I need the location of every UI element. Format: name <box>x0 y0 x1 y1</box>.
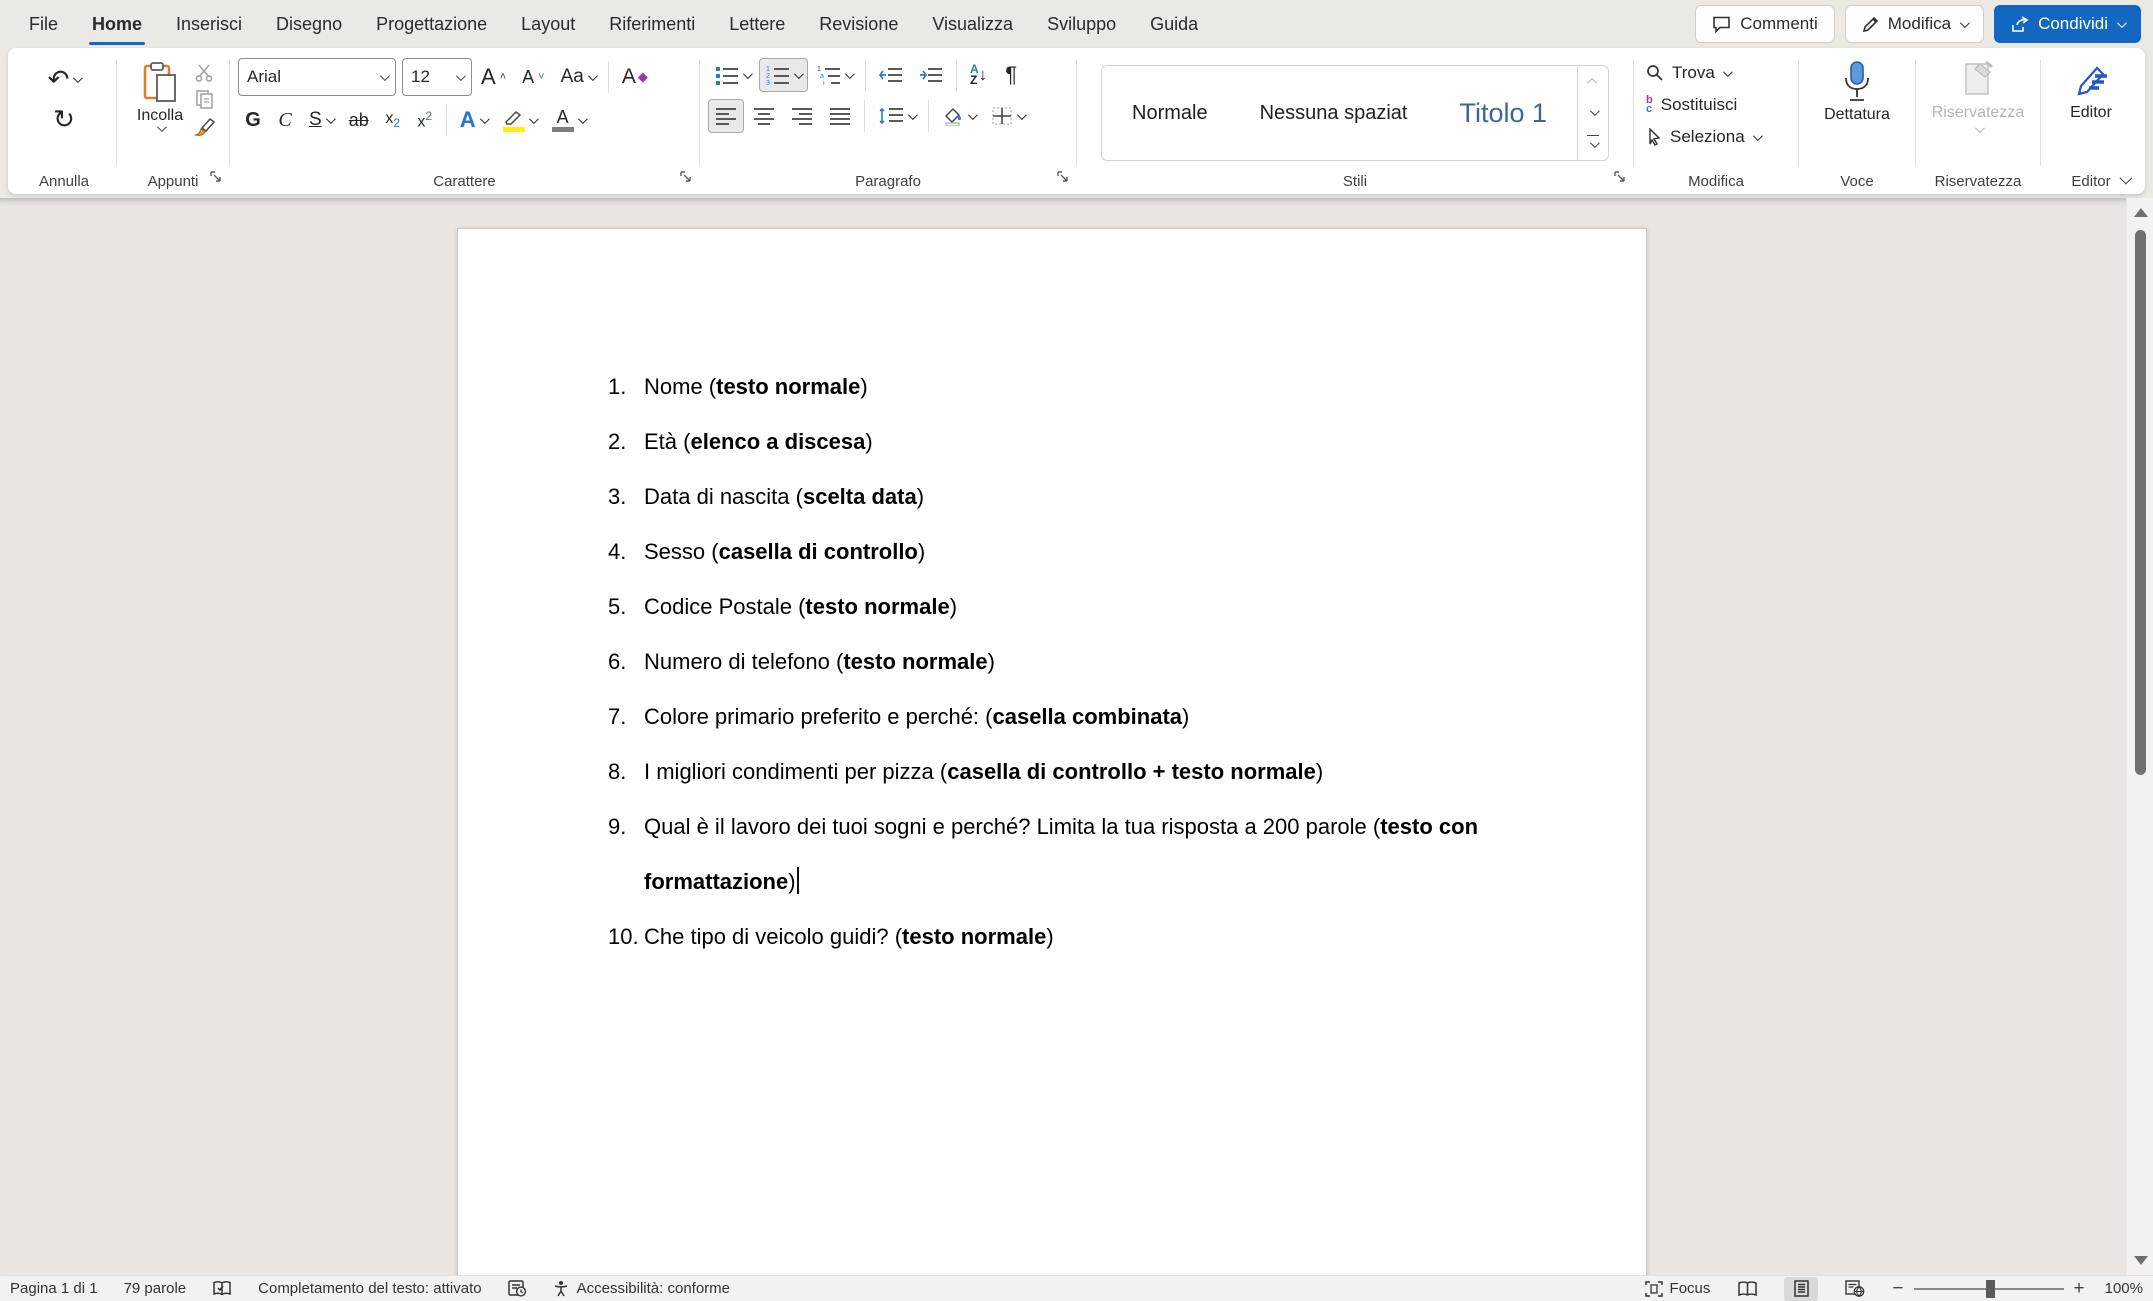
zoom-slider-track[interactable] <box>1914 1288 2064 1290</box>
list-item <box>608 524 1538 579</box>
list-text: I migliori condimenti per pizza (casella di controllo + testo normale) <box>644 759 1324 784</box>
clipboard-group <box>119 54 227 192</box>
chevron-down-icon <box>1017 110 1027 120</box>
format-painter-icon[interactable] <box>193 116 217 138</box>
ribbon <box>8 48 2145 194</box>
underline-icon: S <box>309 109 322 130</box>
borders-icon <box>991 106 1013 126</box>
undo-group-label: Annulla <box>38 173 90 190</box>
justify-icon <box>829 107 851 125</box>
gallery-expand-icon[interactable] <box>1578 129 1608 160</box>
read-mode-button[interactable] <box>1730 1277 1764 1301</box>
comments-button[interactable] <box>1695 5 1834 43</box>
numbered-list-icon <box>766 65 790 85</box>
privacy-group-label: Riservatezza <box>1934 173 2022 190</box>
paste-label: Incolla <box>136 107 184 124</box>
share-icon <box>2011 16 2029 33</box>
subscript-button[interactable] <box>378 103 408 137</box>
list-text: Sesso (casella di controllo) <box>644 539 926 564</box>
italic-button[interactable] <box>270 103 300 137</box>
document-page[interactable] <box>457 228 1647 1275</box>
italic-icon: C <box>278 108 292 131</box>
align-right-icon <box>791 107 813 125</box>
editing-mode-button[interactable] <box>1845 5 1984 43</box>
paragraph-group-label: Paragrafo <box>855 173 921 190</box>
accessibility-status[interactable]: Accessibilità: conforme <box>553 1276 730 1301</box>
list-text: Numero di telefono (testo normale) <box>644 649 995 674</box>
show-formatting-button[interactable] <box>996 58 1026 92</box>
chevron-down-icon <box>743 69 753 79</box>
privacy-button[interactable] <box>1918 54 2038 133</box>
menu-tab-inserisci[interactable]: Inserisci <box>176 13 243 34</box>
chevron-down-icon <box>73 73 83 83</box>
chevron-down-icon <box>456 71 466 81</box>
menu-tab-file[interactable]: File <box>29 13 59 34</box>
sort-button[interactable] <box>963 58 994 92</box>
scroll-up-icon[interactable] <box>2134 208 2148 217</box>
grow-font-button[interactable]: A ˄ <box>481 64 507 89</box>
dialog-launcher-icon[interactable] <box>210 170 222 188</box>
privacy-group <box>1918 54 2038 192</box>
ribbon-tabs <box>12 0 1215 48</box>
list-item <box>608 909 1538 964</box>
chevron-down-icon <box>908 110 918 120</box>
separator <box>865 59 866 91</box>
list-text: Codice Postale (testo normale) <box>644 594 958 619</box>
group-separator <box>1915 60 1916 166</box>
redo-button[interactable] <box>46 102 82 136</box>
group-separator <box>229 60 230 166</box>
separator <box>956 59 957 91</box>
list-item <box>608 744 1538 799</box>
comments-label: Commenti <box>1740 14 1818 33</box>
print-layout-button[interactable] <box>1784 1277 1818 1301</box>
strikethrough-button[interactable] <box>342 103 376 137</box>
font-color-button[interactable] <box>545 103 592 137</box>
menu-tab-disegno[interactable]: Disegno <box>276 13 343 34</box>
list-item <box>608 579 1538 634</box>
document-area <box>0 198 2153 1275</box>
menu-tab-guida[interactable]: Guida <box>1150 13 1199 34</box>
replace-label: Sostituisci <box>1660 95 1738 114</box>
list-text: Che tipo di veicolo guidi? (testo normale) <box>644 924 1054 949</box>
shrink-font-icon: A <box>522 66 535 87</box>
chevron-down-icon <box>1723 67 1733 77</box>
dialog-launcher-icon[interactable] <box>1614 170 1626 188</box>
svg-text:1: 1 <box>766 66 770 73</box>
editing-group <box>1636 54 1796 192</box>
dialog-launcher-icon[interactable] <box>1057 170 1069 188</box>
bullet-list-button[interactable] <box>708 58 757 92</box>
borders-button[interactable] <box>984 99 1031 133</box>
page-count[interactable]: Pagina 1 di 1 <box>10 1280 98 1297</box>
dialog-launcher-icon[interactable] <box>680 170 692 188</box>
menu-tab-progettazione[interactable]: Progettazione <box>376 13 488 34</box>
font-group-label: Carattere <box>433 173 496 190</box>
change-case-icon: Aa <box>560 66 584 87</box>
cut-icon[interactable] <box>193 62 217 82</box>
menu-tab-visualizza[interactable]: Visualizza <box>932 13 1014 34</box>
web-layout-icon <box>1845 1280 1865 1297</box>
read-mode-icon <box>1737 1281 1758 1297</box>
zoom-in-icon[interactable]: + <box>2073 1277 2085 1299</box>
bold-button[interactable] <box>238 103 268 137</box>
zoom-out-icon[interactable]: − <box>1892 1277 1904 1299</box>
comment-icon <box>1712 16 1731 33</box>
list-text: Colore primario preferito e perché: (casella combinata) <box>644 704 1190 729</box>
superscript-button[interactable] <box>410 103 440 137</box>
list-number: 3. <box>608 484 627 509</box>
group-separator <box>1798 60 1799 166</box>
clear-formatting-icon: A <box>621 65 636 88</box>
grow-font-icon: A <box>481 64 496 89</box>
svg-text:i: i <box>823 80 825 85</box>
list-text: Età (elenco a discesa) <box>644 429 873 454</box>
menu-tab-riferimenti[interactable]: Riferimenti <box>609 13 696 34</box>
multilevel-list-button[interactable] <box>810 58 859 92</box>
sort-icon: A Z ↓ <box>970 62 988 87</box>
chevron-down-icon <box>968 110 978 120</box>
chevron-down-icon <box>1974 123 1984 133</box>
highlight-button[interactable] <box>496 103 543 137</box>
strikethrough-icon: ab <box>348 109 369 130</box>
chevron-down-icon <box>588 71 598 81</box>
menu-tab-revisione[interactable]: Revisione <box>819 13 899 34</box>
chevron-down-icon <box>1753 131 1763 141</box>
list-item <box>608 799 1538 909</box>
editor-label: Editor <box>2070 104 2112 121</box>
voice-group <box>1801 54 1913 192</box>
select-label: Seleziona <box>1670 127 1745 146</box>
align-center-icon <box>753 107 775 125</box>
line-spacing-icon <box>878 107 904 125</box>
zoom-level[interactable]: 100% <box>2104 1280 2143 1297</box>
proofing-icon[interactable] <box>212 1276 232 1301</box>
voice-group-label: Voce <box>1840 173 1874 190</box>
chevron-down-icon <box>480 114 490 124</box>
line-spacing-button[interactable] <box>871 99 922 133</box>
list-item <box>608 414 1538 469</box>
word-count[interactable]: 79 parole <box>123 1280 187 1297</box>
list-number: 1. <box>608 374 627 399</box>
subscript-icon: $x_2$ <box>385 109 401 131</box>
group-separator <box>116 60 117 166</box>
shading-button[interactable] <box>935 99 982 133</box>
text-prediction-icon[interactable] <box>508 1276 527 1301</box>
document-numbered-list <box>608 359 1538 964</box>
font-family-select[interactable] <box>238 58 396 96</box>
group-separator <box>2040 60 2041 166</box>
text-effects-icon: A <box>459 107 476 132</box>
list-text: Nome (testo normale) <box>644 374 868 399</box>
change-case-button[interactable] <box>554 60 602 94</box>
privacy-label: Riservatezza <box>1931 104 2025 121</box>
gallery-down-icon[interactable] <box>1578 97 1608 128</box>
styles-gallery-arrows <box>1577 65 1609 161</box>
decrease-indent-button[interactable] <box>872 58 910 92</box>
scroll-down-icon[interactable] <box>2134 1256 2148 1265</box>
text-completion-status[interactable]: Completamento del testo: attivato <box>258 1280 482 1297</box>
chevron-down-icon <box>529 114 539 124</box>
list-number: 2. <box>608 429 627 454</box>
align-left-icon <box>715 107 737 125</box>
clipboard-group-label: Appunti <box>147 173 199 190</box>
paragraph-group <box>702 54 1074 192</box>
microphone-icon <box>1842 60 1872 102</box>
redo-icon: ↻ <box>53 104 75 134</box>
chevron-down-icon <box>1960 18 1970 28</box>
zoom-slider[interactable] <box>1892 1278 2084 1300</box>
menu-tab-sviluppo[interactable]: Sviluppo <box>1047 13 1117 34</box>
chevron-down-icon <box>845 69 855 79</box>
bold-icon: G <box>245 108 261 131</box>
dictate-label: Dettatura <box>1824 106 1890 123</box>
cursor-arrow-icon <box>1646 128 1662 146</box>
font-family-value: Arial <box>247 67 282 86</box>
svg-text:a: a <box>820 73 824 80</box>
print-layout-icon <box>1794 1280 1809 1297</box>
multilevel-list-icon <box>817 65 841 85</box>
list-number: 7. <box>608 704 627 729</box>
group-separator <box>699 60 700 166</box>
replace-icon: b c <box>1646 94 1653 115</box>
share-label: Condividi <box>2038 14 2108 33</box>
zoom-slider-thumb[interactable] <box>1986 1280 1995 1298</box>
list-item <box>608 469 1538 524</box>
list-number: 4. <box>608 539 627 564</box>
styles-group <box>1079 54 1631 192</box>
numbered-list-button[interactable] <box>759 58 808 92</box>
find-label: Trova <box>1672 63 1715 82</box>
style-item-3[interactable]: Titolo 1 <box>1459 97 1547 128</box>
menu-tab-home[interactable]: Home <box>75 0 159 48</box>
chevron-down-icon <box>2117 18 2127 28</box>
status-bar <box>0 1275 2153 1301</box>
increase-indent-icon <box>919 66 943 84</box>
chevron-down-icon <box>578 114 588 124</box>
group-separator <box>1076 60 1077 166</box>
editing-group-label: Modifica <box>1688 173 1744 190</box>
shading-icon <box>942 106 964 126</box>
clear-formatting-button[interactable]: A ◆ <box>621 65 648 88</box>
list-text: Data di nascita (scelta data) <box>644 484 925 509</box>
list-item <box>608 359 1538 414</box>
undo-icon: ↶ <box>47 64 70 94</box>
bullet-list-icon <box>715 65 739 85</box>
focus-mode-button[interactable]: Focus <box>1645 1276 1711 1301</box>
text-effects-button[interactable] <box>453 103 494 137</box>
list-number: 9. <box>608 814 627 839</box>
list-number: 8. <box>608 759 627 784</box>
chevron-down-icon <box>326 114 336 124</box>
menu-tab-lettere[interactable]: Lettere <box>729 13 786 34</box>
share-button[interactable] <box>1994 5 2141 43</box>
paste-button[interactable] <box>129 58 191 135</box>
font-color-icon: A <box>552 109 574 132</box>
pencil-icon <box>1862 16 1879 33</box>
separator <box>928 100 929 132</box>
highlighter-icon <box>503 109 525 132</box>
editor-pen-icon <box>2071 60 2111 100</box>
font-size-select[interactable] <box>402 58 472 96</box>
gallery-up-icon[interactable] <box>1578 66 1608 97</box>
copy-icon[interactable] <box>193 88 217 110</box>
align-right-button[interactable] <box>784 99 820 133</box>
find-button[interactable] <box>1646 60 1730 86</box>
undo-button[interactable] <box>41 62 88 96</box>
style-item-1[interactable]: Normale <box>1132 101 1208 124</box>
web-layout-button[interactable] <box>1838 1277 1872 1301</box>
clipboard-icon <box>141 61 179 105</box>
increase-indent-button[interactable] <box>912 58 950 92</box>
svg-text:1: 1 <box>817 66 821 73</box>
menu-bar <box>0 0 2153 48</box>
align-left-button[interactable] <box>708 99 744 133</box>
dictate-button[interactable] <box>1801 54 1913 124</box>
font-group <box>232 54 697 192</box>
style-item-2[interactable]: Nessuna spaziat <box>1259 101 1408 124</box>
styles-group-label: Stili <box>1342 173 1368 190</box>
pilcrow-icon: ¶ <box>1005 62 1018 87</box>
scrollbar-thumb[interactable] <box>2135 230 2146 775</box>
align-center-button[interactable] <box>746 99 782 133</box>
list-item <box>608 634 1538 689</box>
separator <box>446 104 447 136</box>
underline-button[interactable] <box>302 103 340 137</box>
replace-button[interactable] <box>1646 92 1737 118</box>
privacy-doc-icon <box>1960 60 1996 100</box>
vertical-scrollbar[interactable] <box>2126 198 2153 1275</box>
list-text: Qual è il lavoro dei tuoi sogni e perché? Limita la tua risposta a 200 parole (testo con formattazione) <box>644 814 1479 894</box>
superscript-icon: $x^2$ <box>417 108 433 131</box>
shrink-font-button[interactable]: A ˅ <box>522 66 545 87</box>
menu-tab-layout[interactable]: Layout <box>521 13 576 34</box>
editor-button[interactable] <box>2043 54 2139 122</box>
svg-text:2: 2 <box>766 73 770 80</box>
focus-icon <box>1645 1281 1663 1297</box>
titlebar-actions <box>1695 5 2141 43</box>
undo-group <box>14 54 114 192</box>
list-number: 10. <box>608 924 639 949</box>
text-cursor <box>797 867 799 894</box>
chevron-down-icon <box>794 69 804 79</box>
search-icon <box>1646 64 1664 82</box>
editor-group-label: Editor <box>2071 173 2111 190</box>
justify-button[interactable] <box>822 99 858 133</box>
list-item <box>608 689 1538 744</box>
list-number: 6. <box>608 649 627 674</box>
accessibility-icon <box>553 1280 570 1297</box>
group-separator <box>1633 60 1634 166</box>
chevron-down-icon <box>380 71 390 81</box>
list-number: 5. <box>608 594 627 619</box>
font-size-value: 12 <box>411 67 430 86</box>
separator <box>864 100 865 132</box>
svg-text:3: 3 <box>766 80 770 85</box>
decrease-indent-icon <box>879 66 903 84</box>
select-button[interactable] <box>1646 124 1760 150</box>
separator <box>608 61 609 93</box>
styles-gallery <box>1101 65 1609 161</box>
editing-mode-label: Modifica <box>1887 14 1952 33</box>
